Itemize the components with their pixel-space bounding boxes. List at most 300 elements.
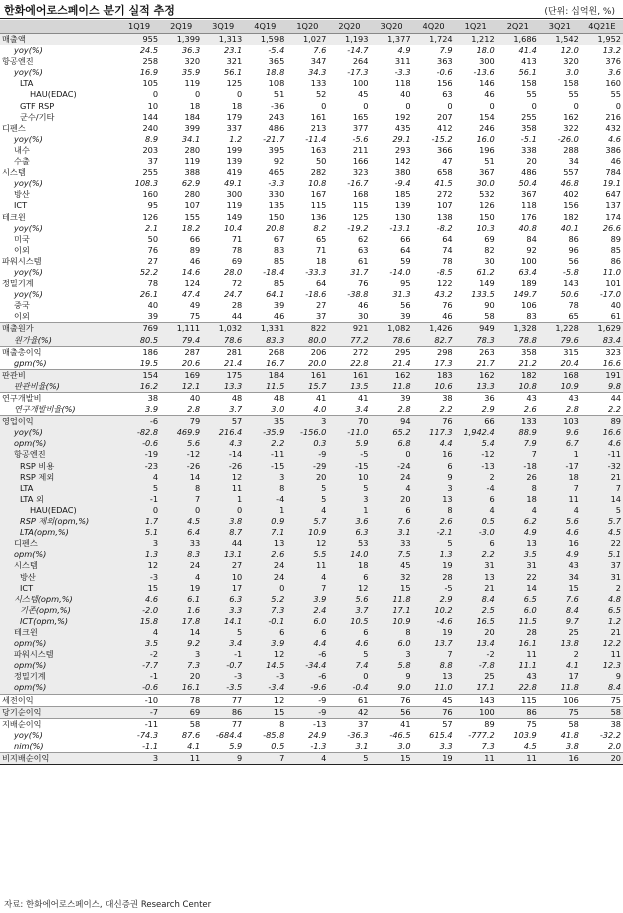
table-cell: 82.7 xyxy=(413,335,455,347)
table-cell: 5.9 xyxy=(328,438,370,449)
table-cell: 150 xyxy=(479,211,495,222)
table-cell: 5 xyxy=(581,505,623,516)
table-cell: 1,111 xyxy=(160,323,202,335)
table-cell: 45 xyxy=(358,89,369,100)
table-cell: 4.0 xyxy=(313,404,327,415)
table-cell: 8.7 xyxy=(202,527,244,538)
table-cell: -9.4 xyxy=(394,178,411,189)
row-label: yoy(%) xyxy=(14,729,43,740)
table-cell: 89 xyxy=(581,416,623,428)
table-cell: 162 xyxy=(455,369,497,381)
row-label: LTA(opm,%) xyxy=(0,527,118,538)
table-cell: 3 xyxy=(286,416,328,428)
table-cell: 169 xyxy=(160,369,202,381)
table-cell: 8 xyxy=(497,483,539,494)
table-cell: 57 xyxy=(202,416,244,428)
table-cell: 49 xyxy=(189,300,201,311)
table-cell: -19.2 xyxy=(347,222,369,233)
table-cell: 3.9 xyxy=(244,638,286,649)
table-cell: 184 xyxy=(244,369,286,381)
table-cell: -3.3 xyxy=(268,178,285,189)
table-cell: 63.4 xyxy=(518,266,537,277)
table-cell: 22 xyxy=(581,538,623,549)
row-label: yoy(%) xyxy=(14,133,43,144)
table-cell: -0.6 xyxy=(118,438,160,449)
table-cell: 21.2 xyxy=(518,357,537,368)
table-cell: 21.4 xyxy=(392,357,411,368)
table-cell: 17.1 xyxy=(370,605,412,616)
table-cell: 36.3 xyxy=(181,45,201,56)
table-cell: 5 xyxy=(328,483,370,494)
column-header: 4Q21E xyxy=(581,20,623,34)
table-cell: 82 xyxy=(484,244,495,255)
row-label: 정밀기계 xyxy=(0,671,118,682)
row-label: RSP 비용 xyxy=(0,461,118,472)
table-cell: 822 xyxy=(286,323,328,335)
table-cell: 264 xyxy=(352,56,369,67)
table-cell: 119 xyxy=(184,156,201,167)
table-cell: 34.1 xyxy=(181,133,201,144)
table-cell: 5 xyxy=(202,627,244,638)
table-cell: -3 xyxy=(244,671,286,682)
table-cell: 5.8 xyxy=(370,660,412,671)
column-header: 1Q20 xyxy=(286,20,328,34)
table-cell: 41.8 xyxy=(560,729,579,740)
table-cell: 3 xyxy=(244,472,286,483)
table-cell: 4.3 xyxy=(202,438,244,449)
table-cell: 16.2 xyxy=(118,381,160,393)
table-cell: 161 xyxy=(286,369,328,381)
table-cell: 413 xyxy=(521,56,537,67)
table-row xyxy=(0,416,623,428)
table-cell: -18.4 xyxy=(263,266,285,277)
table-cell: 0 xyxy=(118,505,160,516)
table-cell: 486 xyxy=(268,122,285,133)
table-cell: 258 xyxy=(142,56,159,67)
table-cell: 402 xyxy=(563,189,579,200)
table-cell: 288 xyxy=(563,144,579,155)
table-cell: 17.3 xyxy=(434,357,453,368)
table-cell: 125 xyxy=(352,211,369,222)
table-cell: 281 xyxy=(202,346,244,358)
table-cell: 44 xyxy=(202,538,244,549)
table-cell: -156.0 xyxy=(286,427,328,438)
table-row xyxy=(0,671,623,682)
table-cell: 62 xyxy=(358,233,369,244)
table-cell: 272 xyxy=(328,346,370,358)
table-cell: 142 xyxy=(394,156,411,167)
table-cell: -74.3 xyxy=(136,729,159,740)
table-cell: 16.6 xyxy=(581,427,623,438)
table-cell: 10.6 xyxy=(413,381,455,393)
table-cell: 86 xyxy=(202,706,244,718)
row-label: 세전이익 xyxy=(0,694,118,706)
row-label: 기존(opm,%) xyxy=(0,605,118,616)
table-cell: 162 xyxy=(370,369,412,381)
table-cell: 12 xyxy=(202,472,244,483)
table-cell: -32 xyxy=(581,461,623,472)
table-cell: 4.4 xyxy=(286,638,328,649)
table-cell: 4.8 xyxy=(581,594,623,605)
table-row xyxy=(0,660,623,671)
table-cell: 3.5 xyxy=(497,549,539,560)
table-row xyxy=(0,289,623,300)
table-cell: 4 xyxy=(160,572,202,583)
table-cell: 3.3 xyxy=(202,605,244,616)
table-cell: 85 xyxy=(273,255,285,266)
table-cell: 50.6 xyxy=(560,289,579,300)
table-cell: 10.4 xyxy=(224,222,243,233)
table-cell: 2 xyxy=(455,472,497,483)
table-cell: 4 xyxy=(286,505,328,516)
table-cell: 1,377 xyxy=(370,34,412,46)
table-cell: 46 xyxy=(189,255,201,266)
table-cell: -18 xyxy=(497,461,539,472)
table-cell: 311 xyxy=(394,56,411,67)
table-cell: 45 xyxy=(413,694,455,706)
table-cell: 40.8 xyxy=(518,222,537,233)
table-cell: 7.4 xyxy=(328,660,370,671)
table-cell: 18 xyxy=(231,100,243,111)
table-cell: 486 xyxy=(521,167,537,178)
table-cell: 66 xyxy=(400,233,411,244)
table-cell: 92 xyxy=(273,156,285,167)
table-cell: 14.5 xyxy=(244,660,286,671)
table-cell: 41 xyxy=(328,393,370,405)
table-cell: 1.7 xyxy=(118,516,160,527)
table-row xyxy=(0,156,623,167)
table-cell: 358 xyxy=(521,122,537,133)
column-header: 1Q21 xyxy=(455,20,497,34)
table-cell: 7 xyxy=(581,483,623,494)
table-cell: 78.6 xyxy=(202,335,244,347)
table-cell: 0.3 xyxy=(286,438,328,449)
table-cell: 8.2 xyxy=(313,222,327,233)
table-row xyxy=(0,516,623,527)
table-row xyxy=(0,311,623,323)
table-cell: -15 xyxy=(328,461,370,472)
table-cell: 62.9 xyxy=(181,178,201,189)
table-cell: 51 xyxy=(273,89,285,100)
table-cell: 6.1 xyxy=(160,594,202,605)
table-cell: 80.5 xyxy=(118,335,160,347)
table-cell: 166 xyxy=(352,156,369,167)
table-cell: 36 xyxy=(455,393,497,405)
table-cell: 315 xyxy=(539,346,581,358)
row-label: ICT xyxy=(0,583,118,594)
table-cell: 268 xyxy=(244,346,286,358)
table-cell: 7 xyxy=(497,449,539,460)
table-cell: 16 xyxy=(539,538,581,549)
table-cell: 103.9 xyxy=(513,729,537,740)
table-cell: -0.4 xyxy=(328,682,370,694)
table-cell: -12 xyxy=(160,449,202,460)
table-cell: 282 xyxy=(310,167,327,178)
table-cell: 1,629 xyxy=(581,323,623,335)
table-row xyxy=(0,427,623,438)
table-cell: 29.1 xyxy=(392,133,411,144)
table-cell: 38 xyxy=(581,718,623,730)
table-cell: 216 xyxy=(605,111,621,122)
table-cell: -6 xyxy=(286,649,328,660)
table-cell: 78 xyxy=(160,694,202,706)
table-cell: 11 xyxy=(497,649,539,660)
table-row xyxy=(0,404,623,416)
row-label: GTF RSP xyxy=(20,100,55,111)
table-cell: 1,032 xyxy=(202,323,244,335)
table-cell: 322 xyxy=(563,122,579,133)
table-cell: 12.3 xyxy=(581,660,623,671)
table-cell: 189 xyxy=(521,278,537,289)
table-cell: 3.5 xyxy=(118,638,160,649)
table-cell: 13 xyxy=(413,494,455,505)
table-cell: 287 xyxy=(160,346,202,358)
table-cell: 4 xyxy=(118,472,160,483)
earnings-table xyxy=(0,20,623,765)
table-cell: 19 xyxy=(160,583,202,594)
table-cell: 0 xyxy=(370,449,412,460)
table-cell: 10.8 xyxy=(497,381,539,393)
table-cell: 11 xyxy=(160,753,202,765)
table-cell: 4.5 xyxy=(581,527,623,538)
table-cell: 2.8 xyxy=(397,404,411,415)
table-cell: 0.5 xyxy=(455,516,497,527)
table-cell: 1.2 xyxy=(229,133,243,144)
table-cell: 77.2 xyxy=(328,335,370,347)
table-cell: 5 xyxy=(328,753,370,765)
table-cell: 23.1 xyxy=(224,45,243,56)
table-cell: 0 xyxy=(363,100,369,111)
table-cell: 185 xyxy=(394,189,411,200)
table-cell: 52 xyxy=(315,89,327,100)
table-cell: 34.3 xyxy=(308,67,327,78)
table-cell: 2.2 xyxy=(607,404,621,415)
table-cell: 4.4 xyxy=(413,438,455,449)
table-cell: 347 xyxy=(310,56,327,67)
table-cell: 7 xyxy=(244,753,286,765)
table-cell: -1.3 xyxy=(310,740,327,751)
table-cell: 85 xyxy=(273,278,285,289)
table-cell: 5.6 xyxy=(539,516,581,527)
table-cell: 1 xyxy=(328,505,370,516)
table-cell: 1,027 xyxy=(286,34,328,46)
table-cell: 79 xyxy=(160,416,202,428)
table-cell: 337 xyxy=(226,122,243,133)
table-cell: 216.4 xyxy=(202,427,244,438)
table-cell: 184 xyxy=(184,111,201,122)
table-cell: 18 xyxy=(497,494,539,505)
table-cell: 85 xyxy=(610,244,621,255)
table-cell: -4.6 xyxy=(413,616,455,627)
table-row xyxy=(0,438,623,449)
table-cell: 39 xyxy=(273,300,285,311)
table-cell: 168 xyxy=(539,369,581,381)
table-cell: 55 xyxy=(526,89,537,100)
table-cell: 949 xyxy=(455,323,497,335)
table-cell: -17.3 xyxy=(347,67,369,78)
table-cell: 30 xyxy=(484,255,495,266)
table-cell: 7.9 xyxy=(439,45,453,56)
row-label: 시스템 xyxy=(0,560,118,571)
table-cell: 78 xyxy=(442,255,453,266)
table-cell: -3.4 xyxy=(244,682,286,694)
table-cell: 53 xyxy=(328,538,370,549)
table-cell: -26 xyxy=(202,461,244,472)
column-header: 3Q19 xyxy=(202,20,244,34)
table-cell: 435 xyxy=(394,122,411,133)
table-cell: 27 xyxy=(202,560,244,571)
table-cell: 1,942.4 xyxy=(455,427,497,438)
row-label: 연구개발비 xyxy=(0,393,118,405)
table-cell: -777.2 xyxy=(468,729,495,740)
table-cell: 5.1 xyxy=(581,549,623,560)
table-cell: 4.6 xyxy=(328,638,370,649)
table-cell: 1,542 xyxy=(539,34,581,46)
table-cell: 76 xyxy=(358,278,369,289)
table-cell: 6.0 xyxy=(497,605,539,616)
table-cell: -21.7 xyxy=(263,133,285,144)
table-cell: 5.7 xyxy=(581,516,623,527)
table-cell: 101 xyxy=(605,278,621,289)
table-cell: 107 xyxy=(436,200,453,211)
table-cell: 2.0 xyxy=(607,740,621,751)
table-cell: -9.6 xyxy=(286,682,328,694)
top-rule xyxy=(0,18,623,19)
table-cell: 3 xyxy=(328,494,370,505)
table-cell: 78 xyxy=(568,300,579,311)
table-cell: 13.5 xyxy=(328,381,370,393)
table-cell: -8.5 xyxy=(436,266,453,277)
table-cell: 255 xyxy=(142,167,159,178)
table-cell: 168 xyxy=(352,189,369,200)
table-cell: 78.6 xyxy=(370,335,412,347)
table-cell: 323 xyxy=(352,167,369,178)
row-label: yoy(%) xyxy=(0,427,118,438)
table-cell: 43 xyxy=(497,393,539,405)
table-cell: 76 xyxy=(413,416,455,428)
table-cell: 15 xyxy=(539,583,581,594)
table-cell: 24.9 xyxy=(308,729,327,740)
table-cell: 213 xyxy=(310,122,327,133)
table-cell: -3 xyxy=(118,572,160,583)
table-cell: 100 xyxy=(455,706,497,718)
table-cell: 34 xyxy=(539,572,581,583)
table-cell: 10.9 xyxy=(286,527,328,538)
row-label: 군수/기타 xyxy=(20,111,55,122)
table-cell: 156 xyxy=(436,78,453,89)
table-cell: 137 xyxy=(605,200,621,211)
table-cell: 11 xyxy=(539,494,581,505)
table-cell: -1 xyxy=(118,494,160,505)
table-cell: 11.1 xyxy=(497,660,539,671)
table-row xyxy=(0,267,623,278)
table-cell: 56 xyxy=(568,255,579,266)
table-cell: 10.3 xyxy=(476,222,495,233)
table-cell: 150 xyxy=(268,211,285,222)
row-label: RSP 제외 xyxy=(0,472,118,483)
table-cell: -19 xyxy=(118,449,160,460)
table-cell: 3 xyxy=(118,538,160,549)
table-cell: 2.4 xyxy=(286,605,328,616)
table-cell: 18.2 xyxy=(181,222,201,233)
table-cell: 61 xyxy=(328,694,370,706)
table-cell: 95 xyxy=(400,278,411,289)
table-cell: 3.7 xyxy=(229,404,243,415)
table-cell: 69 xyxy=(484,233,495,244)
table-cell: 206 xyxy=(286,346,328,358)
table-cell: 8 xyxy=(244,718,286,730)
table-cell: 323 xyxy=(581,346,623,358)
table-cell: 18 xyxy=(189,100,201,111)
table-cell: 921 xyxy=(328,323,370,335)
table-cell: 35 xyxy=(244,416,286,428)
row-label: 매출액 xyxy=(0,34,118,46)
table-cell: 1.6 xyxy=(160,605,202,616)
table-cell: 6.0 xyxy=(286,616,328,627)
table-cell: 6.5 xyxy=(581,605,623,616)
table-cell: 6 xyxy=(244,627,286,638)
table-cell: -2 xyxy=(118,649,160,660)
row-label: 이외 xyxy=(14,311,30,322)
table-cell: 4 xyxy=(118,627,160,638)
table-cell: 280 xyxy=(184,189,201,200)
table-cell: 2.8 xyxy=(187,404,201,415)
table-cell: 7.6 xyxy=(313,45,327,56)
table-cell: 115 xyxy=(352,200,369,211)
table-cell: 5.4 xyxy=(455,438,497,449)
table-cell: 26.6 xyxy=(602,222,621,233)
table-cell: 161 xyxy=(328,369,370,381)
table-cell: 26 xyxy=(497,472,539,483)
table-cell: 4.9 xyxy=(397,45,411,56)
table-cell: 14.0 xyxy=(328,549,370,560)
table-cell: -14.7 xyxy=(347,45,369,56)
table-cell: 61.2 xyxy=(476,266,495,277)
table-row xyxy=(0,45,623,56)
row-label: 디펜스 xyxy=(0,538,118,549)
table-row xyxy=(0,234,623,245)
table-cell: 19 xyxy=(413,753,455,765)
row-label: 연구개발비율(%) xyxy=(14,404,76,415)
table-cell: -7.8 xyxy=(455,660,497,671)
table-cell: 6.7 xyxy=(539,438,581,449)
table-cell: 20 xyxy=(160,671,202,682)
table-row xyxy=(0,649,623,660)
table-cell: 5.1 xyxy=(118,527,160,538)
table-cell: 57 xyxy=(413,718,455,730)
table-cell: 40 xyxy=(610,300,621,311)
table-cell: 6.0 xyxy=(370,638,412,649)
table-row xyxy=(0,178,623,189)
table-cell: 118 xyxy=(521,200,537,211)
table-cell: 13.3 xyxy=(455,381,497,393)
row-label: LTA xyxy=(0,483,118,494)
table-cell: 11.0 xyxy=(602,266,621,277)
table-cell: -9 xyxy=(286,449,328,460)
table-cell: 10.2 xyxy=(413,605,455,616)
table-cell: -13.6 xyxy=(473,67,495,78)
table-cell: 330 xyxy=(268,189,285,200)
table-cell: 388 xyxy=(184,167,201,178)
table-cell: 11.8 xyxy=(370,594,412,605)
table-cell: 367 xyxy=(521,189,537,200)
row-label: 파워시스템 xyxy=(2,255,42,266)
row-label: LTA 외 xyxy=(0,494,118,505)
table-cell: 11.5 xyxy=(244,381,286,393)
table-cell: 79.6 xyxy=(539,335,581,347)
table-cell: 12 xyxy=(118,560,160,571)
table-cell: 154 xyxy=(479,111,495,122)
